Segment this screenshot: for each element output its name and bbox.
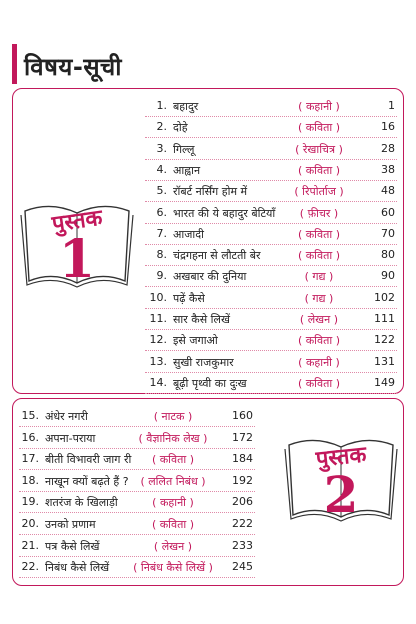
toc-row xyxy=(145,223,397,245)
toc-item-page: 233 xyxy=(232,538,253,552)
toc-row xyxy=(19,535,255,557)
toc-row xyxy=(145,138,397,160)
book1-contents-box xyxy=(12,88,404,394)
toc-item-page: 60 xyxy=(381,205,395,219)
toc-item-page: 80 xyxy=(381,248,395,262)
toc-item-title: पढ़ें कैसे xyxy=(173,291,205,305)
toc-item-genre: ( कविता ) xyxy=(151,453,195,467)
toc-item-number: 14. xyxy=(149,375,167,389)
toc-item-title: अखबार की दुनिया xyxy=(173,270,247,284)
toc-item-page: 149 xyxy=(374,375,395,389)
toc-item-page: 111 xyxy=(374,312,395,325)
toc-row xyxy=(145,351,397,373)
toc-row xyxy=(145,372,397,394)
toc-item-number: 6. xyxy=(156,205,167,219)
toc-item-page: 222 xyxy=(232,517,253,530)
toc-item-number: 18. xyxy=(21,473,39,487)
toc-item-page: 70 xyxy=(381,226,395,240)
toc-item-page: 206 xyxy=(232,495,253,509)
toc-item-page: 172 xyxy=(232,430,253,444)
toc-item-number: 19. xyxy=(21,495,39,509)
toc-item-genre: ( कहानी ) xyxy=(152,496,194,510)
toc-item-number: 5. xyxy=(156,184,167,198)
toc-row xyxy=(145,265,397,287)
title-accent-bar xyxy=(12,44,17,84)
toc-row xyxy=(19,556,255,578)
toc-item-genre: ( नाटक ) xyxy=(153,410,193,423)
toc-item-number: 12. xyxy=(149,333,167,347)
toc-item-genre: ( कविता ) xyxy=(297,163,341,177)
toc-item-title: गिल्लू xyxy=(173,142,195,156)
toc-item-page: 184 xyxy=(232,452,253,466)
toc-row xyxy=(145,180,397,202)
toc-item-genre: ( निबंध कैसे लिखें ) xyxy=(133,561,213,575)
toc-item-number: 7. xyxy=(156,226,167,240)
toc-item-title: बीती विभावरी जाग री xyxy=(45,453,132,467)
book1-number: 1 xyxy=(58,229,96,290)
toc-item-number: 3. xyxy=(156,141,167,155)
toc-item-title: आजादी xyxy=(173,227,204,241)
toc-item-genre: ( कविता ) xyxy=(297,249,341,263)
toc-item-page: 245 xyxy=(232,560,253,574)
toc-item-title: उनको प्रणाम xyxy=(45,518,96,531)
toc-item-title: सार कैसे लिखें xyxy=(173,313,230,326)
toc-item-number: 4. xyxy=(156,162,167,176)
toc-item-title: पत्र कैसे लिखें xyxy=(45,539,100,553)
toc-item-number: 17. xyxy=(21,452,39,466)
toc-item-page: 38 xyxy=(381,162,395,176)
toc-row xyxy=(19,448,255,470)
toc-item-page: 192 xyxy=(232,473,253,487)
toc-row xyxy=(19,513,255,535)
toc-row xyxy=(145,95,397,117)
toc-item-genre: ( कविता ) xyxy=(297,121,341,135)
toc-item-genre: ( कहानी ) xyxy=(298,355,340,369)
row-divider xyxy=(145,393,397,394)
toc-item-genre: ( लेखन ) xyxy=(299,313,339,326)
toc-row xyxy=(145,244,397,266)
toc-item-title: आह्वान xyxy=(173,163,201,177)
toc-item-number: 2. xyxy=(156,120,167,134)
toc-item-genre: ( वैज्ञानिक लेख ) xyxy=(138,431,208,445)
toc-row xyxy=(145,202,397,224)
toc-item-title: सुखी राजकुमार xyxy=(173,355,234,369)
toc-item-page: 48 xyxy=(381,184,395,198)
toc-item-genre: ( फ़ीचर ) xyxy=(299,206,339,220)
toc-item-genre: ( कहानी ) xyxy=(298,100,340,113)
book2-badge xyxy=(281,429,401,529)
book2-contents-box xyxy=(12,398,404,586)
toc-item-number: 22. xyxy=(21,560,39,574)
toc-row xyxy=(145,287,397,309)
toc-item-title: शतरंज के खिलाड़ी xyxy=(45,496,118,510)
toc-row xyxy=(145,116,397,138)
toc-item-page: 90 xyxy=(381,269,395,283)
toc-row xyxy=(19,405,255,427)
book1-label: पुस्तक xyxy=(50,205,104,238)
toc-item-page: 122 xyxy=(374,333,395,347)
book1-badge xyxy=(17,195,137,295)
toc-item-number: 1. xyxy=(156,99,167,112)
toc-item-title: अपना-पराया xyxy=(45,431,96,445)
toc-item-number: 11. xyxy=(149,312,167,325)
toc-item-title: भारत की ये बहादुर बेटियाँ xyxy=(173,206,276,220)
toc-row xyxy=(145,159,397,181)
toc-item-title: रॉबर्ट नर्सिंग होम में xyxy=(173,185,248,199)
row-divider xyxy=(19,577,255,578)
toc-item-page: 102 xyxy=(374,290,395,304)
toc-item-number: 9. xyxy=(156,269,167,283)
toc-item-number: 15. xyxy=(21,409,39,422)
toc-item-number: 20. xyxy=(21,517,39,530)
toc-item-genre: ( ललित निबंध ) xyxy=(140,474,206,488)
toc-item-page: 131 xyxy=(374,354,395,368)
toc-item-genre: ( लेखन ) xyxy=(153,539,193,553)
toc-item-number: 16. xyxy=(21,430,39,444)
toc-item-number: 21. xyxy=(21,538,39,552)
toc-row xyxy=(19,491,255,513)
toc-item-number: 8. xyxy=(156,248,167,262)
toc-item-title: बूढ़ी पृथ्वी का दुःख xyxy=(173,376,247,390)
toc-item-number: 13. xyxy=(149,354,167,368)
toc-item-title: नाखून क्यों बढ़ते हैं ? xyxy=(45,474,129,488)
toc-item-title: दोहे xyxy=(173,121,188,135)
toc-item-genre: ( कविता ) xyxy=(297,227,341,241)
toc-item-genre: ( कविता ) xyxy=(297,334,341,348)
toc-item-title: चंद्रगहना से लौटती बेर xyxy=(173,249,261,263)
toc-item-genre: ( गद्य ) xyxy=(304,270,334,284)
toc-item-page: 16 xyxy=(381,120,395,134)
toc-item-genre: ( रिपोर्ताज ) xyxy=(294,185,344,199)
toc-item-title: बहादुर xyxy=(173,100,199,113)
toc-item-page: 28 xyxy=(381,141,395,155)
toc-item-page: 1 xyxy=(388,99,395,112)
toc-item-genre: ( रेखाचित्र ) xyxy=(295,142,343,156)
book2-label: पुस्तक xyxy=(314,442,368,473)
toc-row xyxy=(19,470,255,492)
toc-item-genre: ( कविता ) xyxy=(151,518,195,531)
toc-row xyxy=(19,427,255,449)
toc-row xyxy=(145,329,397,351)
toc-item-page: 160 xyxy=(232,409,253,422)
page-title: विषय-सूची xyxy=(24,53,122,81)
toc-item-title: इसे जगाओ xyxy=(173,334,218,348)
book2-number: 2 xyxy=(323,465,359,524)
toc-item-genre: ( गद्य ) xyxy=(304,291,334,305)
toc-item-title: निबंध कैसे लिखें xyxy=(45,561,110,575)
toc-item-title: अंधेर नगरी xyxy=(45,410,88,423)
toc-item-number: 10. xyxy=(149,290,167,304)
toc-row xyxy=(145,308,397,330)
toc-item-genre: ( कविता ) xyxy=(297,376,341,390)
